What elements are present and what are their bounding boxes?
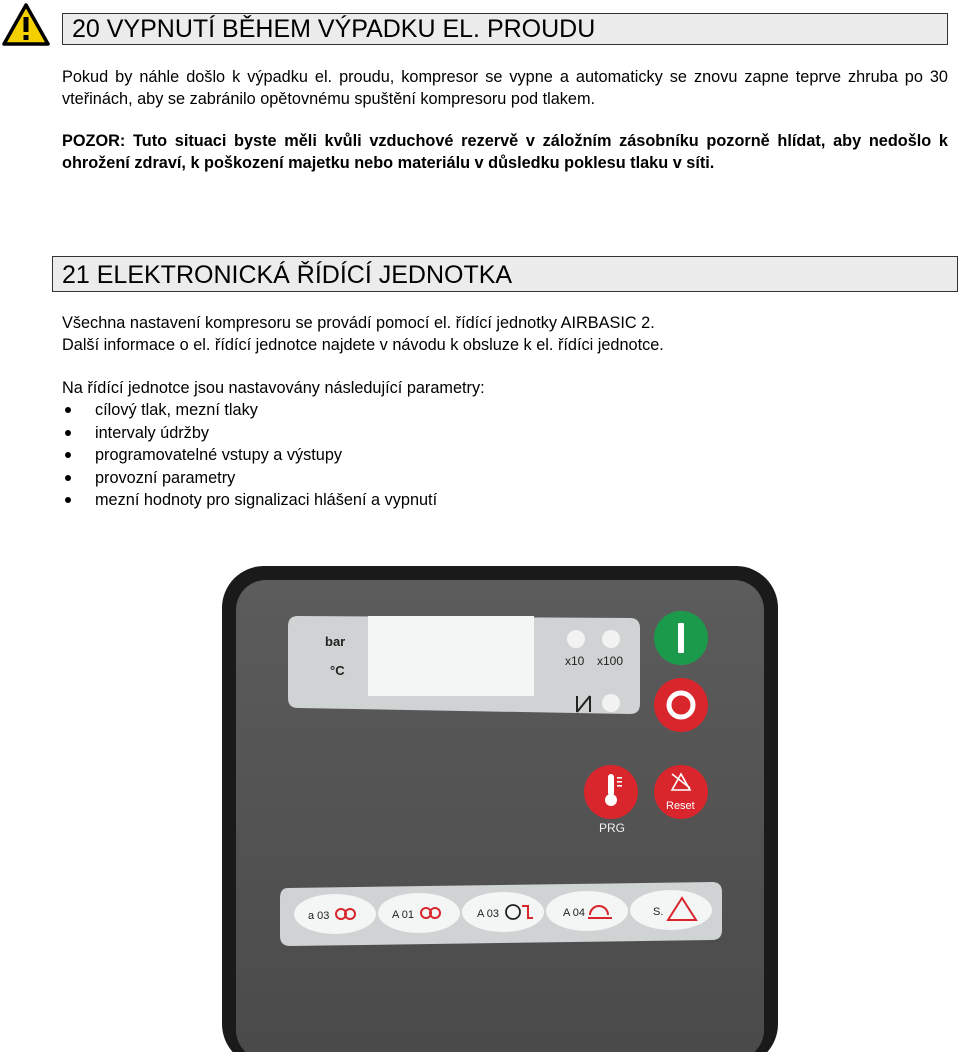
- x10-label: x10: [565, 654, 585, 668]
- led-motor: [602, 694, 620, 712]
- x100-label: x100: [597, 654, 624, 668]
- section-21-title: 21 ELEKTRONICKÁ ŘÍDÍCÍ JEDNOTKA: [52, 256, 958, 292]
- start-icon: [678, 623, 684, 653]
- stop-button[interactable]: [654, 678, 708, 732]
- list-item: intervaly údržby: [62, 422, 437, 445]
- led-x10: [567, 630, 585, 648]
- parameters-intro: Na řídící jednotce jsou nastavovány následující parametry:: [62, 379, 485, 397]
- function-key-3[interactable]: [462, 892, 544, 932]
- section-20-paragraph: Pokud by náhle došlo k výpadku el. proudu, kompresor se vypne a automaticky se znovu zapne teprve zhruba po 30 vteřinách, aby se zabránilo opětovnému spuštění kompresoru pod tlakem.: [62, 68, 948, 108]
- unit-c-label: °C: [330, 663, 345, 678]
- control-unit-panel: [220, 566, 780, 1052]
- code-1: a 03: [308, 910, 330, 922]
- list-item: cílový tlak, mezní tlaky: [62, 399, 437, 422]
- section-20-title: 20 VYPNUTÍ BĚHEM VÝPADKU EL. PROUDU: [62, 13, 948, 45]
- function-key-4[interactable]: [546, 891, 628, 931]
- warning-triangle-icon: [2, 3, 50, 47]
- code-2: A 01: [392, 909, 415, 921]
- parameters-list: [62, 399, 437, 512]
- code-5: S.: [653, 906, 664, 918]
- list-item: programovatelné vstupy a výstupy: [62, 444, 437, 467]
- intro-line-1: Všechna nastavení kompresoru se provádí pomocí el. řídící jednotky AIRBASIC 2.: [62, 314, 655, 332]
- led-x100: [602, 630, 620, 648]
- code-4: A 04: [563, 907, 586, 919]
- function-key-5[interactable]: [630, 890, 712, 930]
- intro-line-2: Další informace o el. řídící jednotce najdete v návodu k obsluze k el. řídíci jednotce.: [62, 336, 664, 354]
- prg-label: PRG: [599, 821, 626, 835]
- list-item: mezní hodnoty pro signalizaci hlášení a vypnutí: [62, 489, 437, 512]
- lcd-display: [368, 616, 534, 696]
- reset-label: Reset: [666, 800, 695, 812]
- code-3: A 03: [477, 908, 500, 920]
- section-21-intro: [62, 312, 948, 356]
- function-key-2[interactable]: [378, 893, 460, 933]
- list-item: provozní parametry: [62, 467, 437, 490]
- unit-bar-label: bar: [325, 634, 346, 649]
- section-20-warning: POZOR: Tuto situaci byste měli kvůli vzduchové rezervě v záložním zásobníku pozorně hlídat, aby nedošlo k ohrožení zdraví, k poškození majetku nebo materiálu v důsledku poklesu tlaku v síti.: [62, 132, 948, 172]
